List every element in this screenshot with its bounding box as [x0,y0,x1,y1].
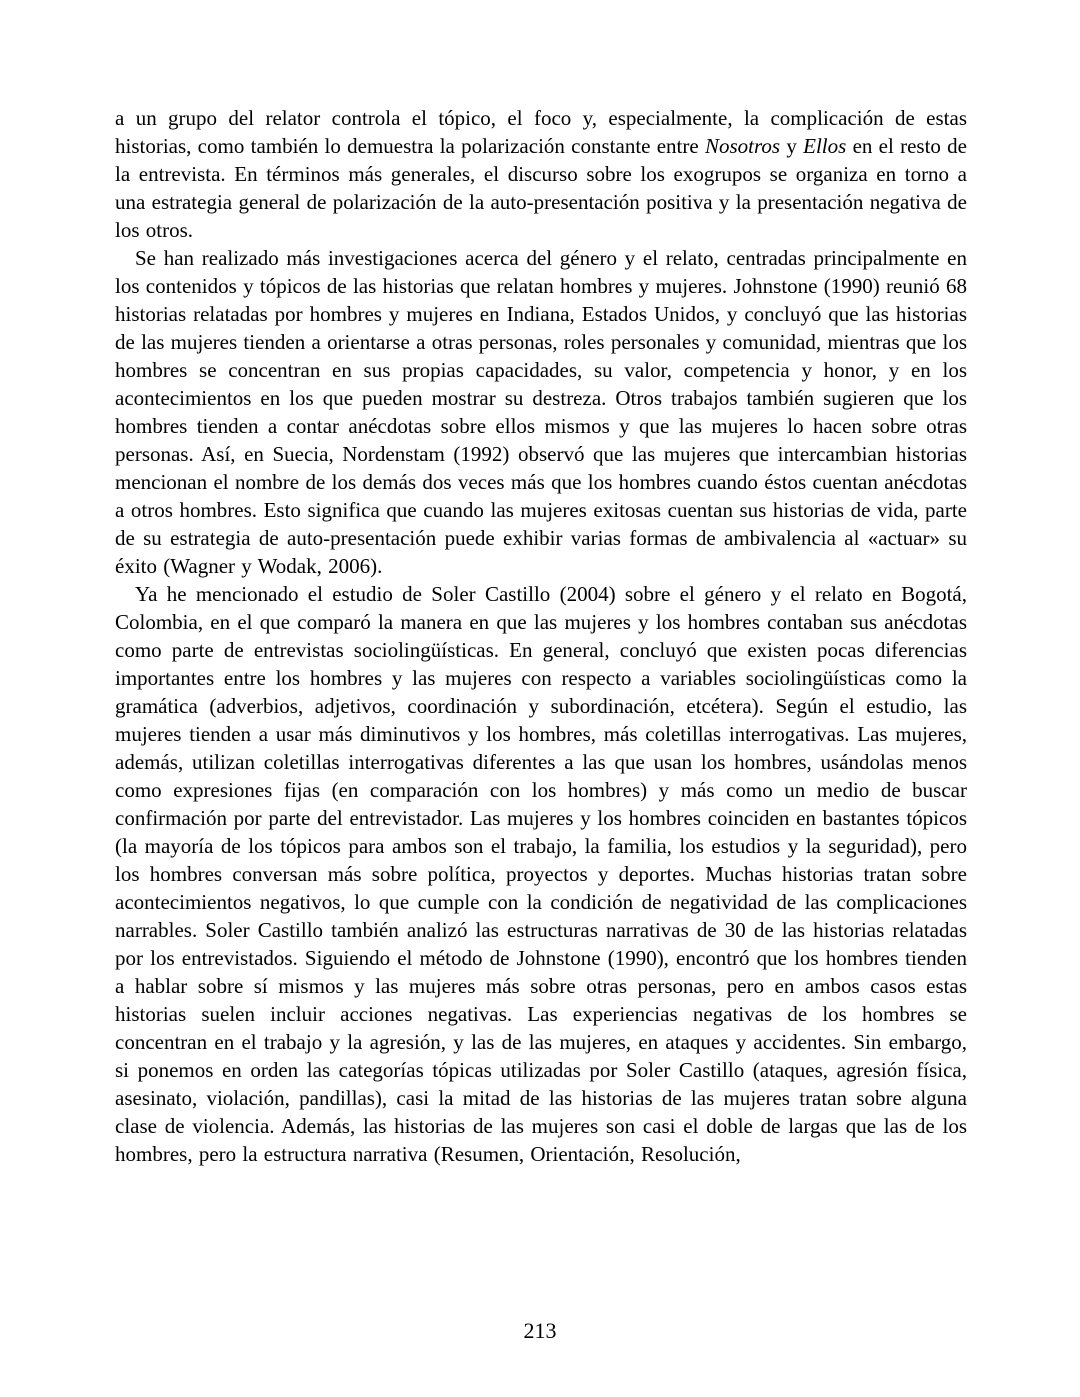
text-run: a un grupo del relator controla el tópico, el foco y, especialmente, la complicación de estas historias, como también lo demuestra la polarización constante entre [115,106,967,158]
page-number: 213 [523,1318,557,1343]
paragraph [115,104,967,244]
text-run: Ya he mencionado el estudio de Soler Castillo (2004) sobre el género y el relato en Bogotá, Colombia, en el que comparó la manera en que las mujeres y los hombres contaban sus anécdotas como parte de entrevistas sociolingüísticas. En general, concluyó que existen pocas diferencias importantes entre los hombres y las mujeres con respecto a variables sociolingüísticas como la gramática (adverbios, adjetivos, coordinación y subordinación, etcétera). Según el estudio, las mujeres tienden a usar más diminutivos y los hombres, más coletillas interrogativas. Las mujeres, además, utilizan coletillas interrogativas diferentes a las que usan los hombres, usándolas menos como expresiones fijas (en comparación con los hombres) y más como un medio de buscar confirmación por parte del entrevistador. Las mujeres y los hombres coinciden en bastantes tópicos (la mayoría de los tópicos para ambos son el trabajo, la familia, los estudios y la seguridad), pero los hombres conversan más sobre política, proyectos y deportes. Muchas historias tratan sobre acontecimientos negativos, lo que cumple con la condición de negatividad de las complicaciones narrables. Soler Castillo también analizó las estructuras narrativas de 30 de las historias relatadas por los entrevistados. Siguiendo el método de Johnstone (1990), encontró que los hombres tienden a hablar sobre sí mismos y las mujeres más sobre otras personas, pero en ambos casos estas historias suelen incluir acciones negativas. Las experiencias negativas de los hombres se concentran en el trabajo y la agresión, y las de las mujeres, en ataques y accidentes. Sin embargo, si ponemos en orden las categorías tópicas utilizadas por Soler Castillo (ataques, agresión física, asesinato, violación, pandillas), casi la mitad de las historias de las mujeres tratan sobre alguna clase de violencia. Además, las historias de las mujeres son casi el doble de largas que las de los hombres, pero la estructura narrativa (Resumen, Orientación, Resolución, [115,582,967,1166]
paragraph [115,244,967,580]
text-run: Nosotros [704,134,781,158]
paragraph [115,580,967,1168]
text-run: en el resto de la entrevista. En términos más generales, el discurso sobre los exogrupos se organiza en torno a una estrategia general de polarización de la auto-presentación positiva y la presentación negativa de los otros. [115,134,967,242]
text-run: y [780,134,804,158]
text-run: Se han realizado más investigaciones acerca del género y el relato, centradas principalmente en los contenidos y tópicos de las historias que relatan hombres y mujeres. Johnstone (1990) reunió 68 historias relatadas por hombres y mujeres en Indiana, Estados Unidos, y concluyó que las historias de las mujeres tienden a orientarse a otras personas, roles personales y comunidad, mientras que los hombres se concentran en sus propias capacidades, su valor, competencia y honor, y en los acontecimientos en los que pueden mostrar su destreza. Otros trabajos también sugieren que los hombres tienden a contar anécdotas sobre ellos mismos y que las mujeres lo hacen sobre otras personas. Así, en Suecia, Nordenstam (1992) observó que las mujeres que intercambian historias mencionan el nombre de los demás dos veces más que los hombres cuando éstos cuentan anécdotas a otros hombres. Esto significa que cuando las mujeres exitosas cuentan sus historias de vida, parte de su estrategia de auto-presentación puede exhibir varias formas de ambivalencia al «actuar» su éxito (Wagner y Wodak, 2006). [115,246,967,578]
body-text [115,104,967,1168]
text-run: Ellos [803,134,847,158]
